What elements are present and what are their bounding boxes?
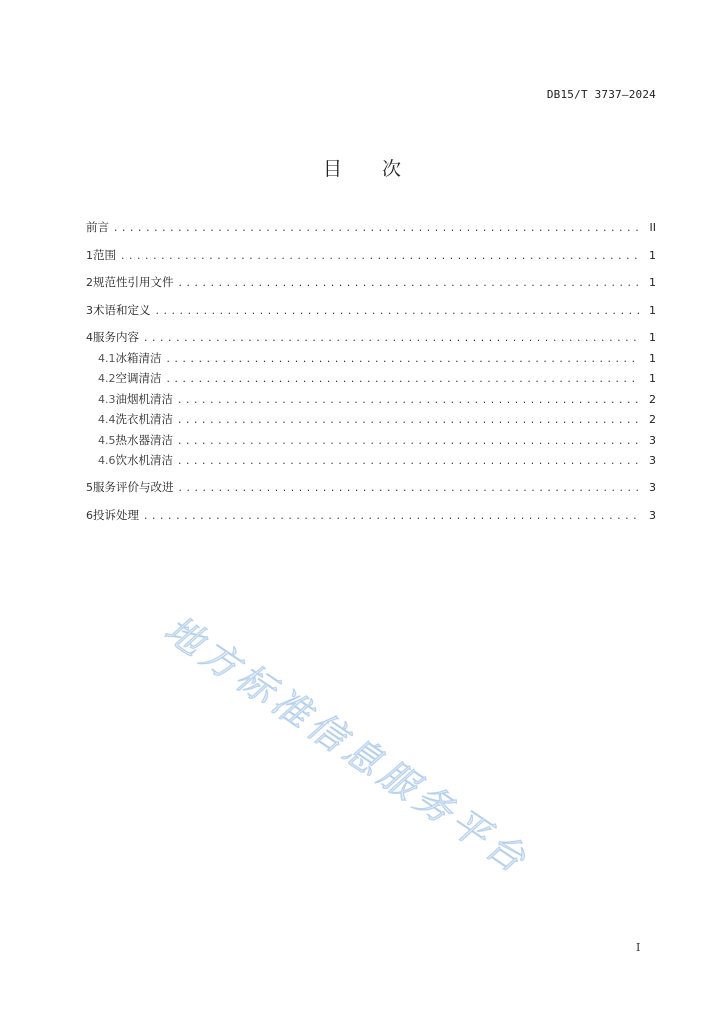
toc-section-number: 5 <box>86 481 93 494</box>
dot-leader <box>166 371 641 389</box>
toc-page-number: 1 <box>649 248 656 262</box>
toc-page-number: 3 <box>649 508 656 522</box>
toc-page-number: 1 <box>649 276 656 289</box>
toc-entry-foreword[interactable] <box>86 218 656 238</box>
dot-leader <box>113 220 640 238</box>
toc-page-number: 3 <box>649 481 656 494</box>
toc-entry-1[interactable] <box>86 246 656 266</box>
toc-section-number: 4 <box>86 331 93 344</box>
dot-leader <box>178 275 641 293</box>
dot-leader <box>177 412 640 430</box>
dot-leader <box>155 303 641 321</box>
toc-label: 服务内容 <box>93 330 139 344</box>
toc-label: 油烟机清洁 <box>115 391 173 406</box>
toc-section-number: 3 <box>86 303 93 317</box>
toc-label: 规范性引用文件 <box>93 275 174 289</box>
toc-label: 冰箱清洁 <box>115 350 162 365</box>
toc-section-number: 4.4 <box>98 413 116 426</box>
toc-page-number: 1 <box>649 372 656 385</box>
toc-page-number: 1 <box>649 303 656 317</box>
toc-entry-2[interactable] <box>86 273 656 293</box>
toc-section-number: 6 <box>86 508 93 522</box>
toc-entry-4-2[interactable] <box>86 369 656 389</box>
toc-title-char-2: 次 <box>382 158 402 180</box>
toc-page-number: 1 <box>649 331 656 344</box>
toc-entry-4-1[interactable] <box>86 349 656 369</box>
toc-title <box>0 154 724 181</box>
toc-page-number: 3 <box>649 454 656 467</box>
toc-entry-3[interactable] <box>86 301 656 321</box>
toc-page-number: II <box>649 221 656 234</box>
toc-entry-4-4[interactable] <box>86 410 656 430</box>
toc-label: 投诉处理 <box>93 507 139 522</box>
toc-section-number: 1 <box>86 248 93 262</box>
toc-entry-6[interactable] <box>86 506 656 526</box>
table-of-contents <box>86 218 656 526</box>
toc-entry-4-6[interactable] <box>86 451 656 471</box>
watermark: 地方标准信息服务平台 <box>156 607 538 884</box>
toc-label: 洗衣机清洁 <box>115 412 173 426</box>
footer-page-number: I <box>636 941 641 954</box>
dot-leader <box>177 433 640 451</box>
toc-section-number: 4.5 <box>98 433 116 447</box>
dot-leader <box>178 480 641 498</box>
toc-label: 服务评价与改进 <box>93 480 174 494</box>
toc-entry-5[interactable] <box>86 478 656 498</box>
dot-leader <box>177 392 640 410</box>
dot-leader <box>177 453 640 471</box>
toc-page-number: 2 <box>649 392 656 406</box>
toc-section-number: 4.3 <box>98 392 116 406</box>
toc-label: 热水器清洁 <box>115 432 173 447</box>
toc-entry-4[interactable] <box>86 328 656 348</box>
toc-label: 饮水机清洁 <box>115 453 173 467</box>
toc-section-number: 2 <box>86 276 93 289</box>
toc-page-number: 1 <box>649 351 656 365</box>
dot-leader <box>120 248 640 266</box>
toc-page-number: 3 <box>649 433 656 447</box>
toc-label: 范围 <box>93 247 116 262</box>
dot-leader <box>143 508 640 526</box>
toc-entry-4-5[interactable] <box>86 431 656 451</box>
dot-leader <box>166 351 641 369</box>
toc-section-number: 4.2 <box>98 372 116 385</box>
toc-label: 前言 <box>86 220 109 234</box>
document-code: DB15/T 3737—2024 <box>546 88 656 101</box>
dot-leader <box>143 330 640 348</box>
toc-section-number: 4.1 <box>98 351 116 365</box>
toc-page-number: 2 <box>649 413 656 426</box>
toc-label: 术语和定义 <box>93 302 151 317</box>
toc-label: 空调清洁 <box>115 371 162 385</box>
toc-title-char-1: 目 <box>322 158 342 180</box>
toc-section-number: 4.6 <box>98 454 116 467</box>
toc-entry-4-3[interactable] <box>86 390 656 410</box>
